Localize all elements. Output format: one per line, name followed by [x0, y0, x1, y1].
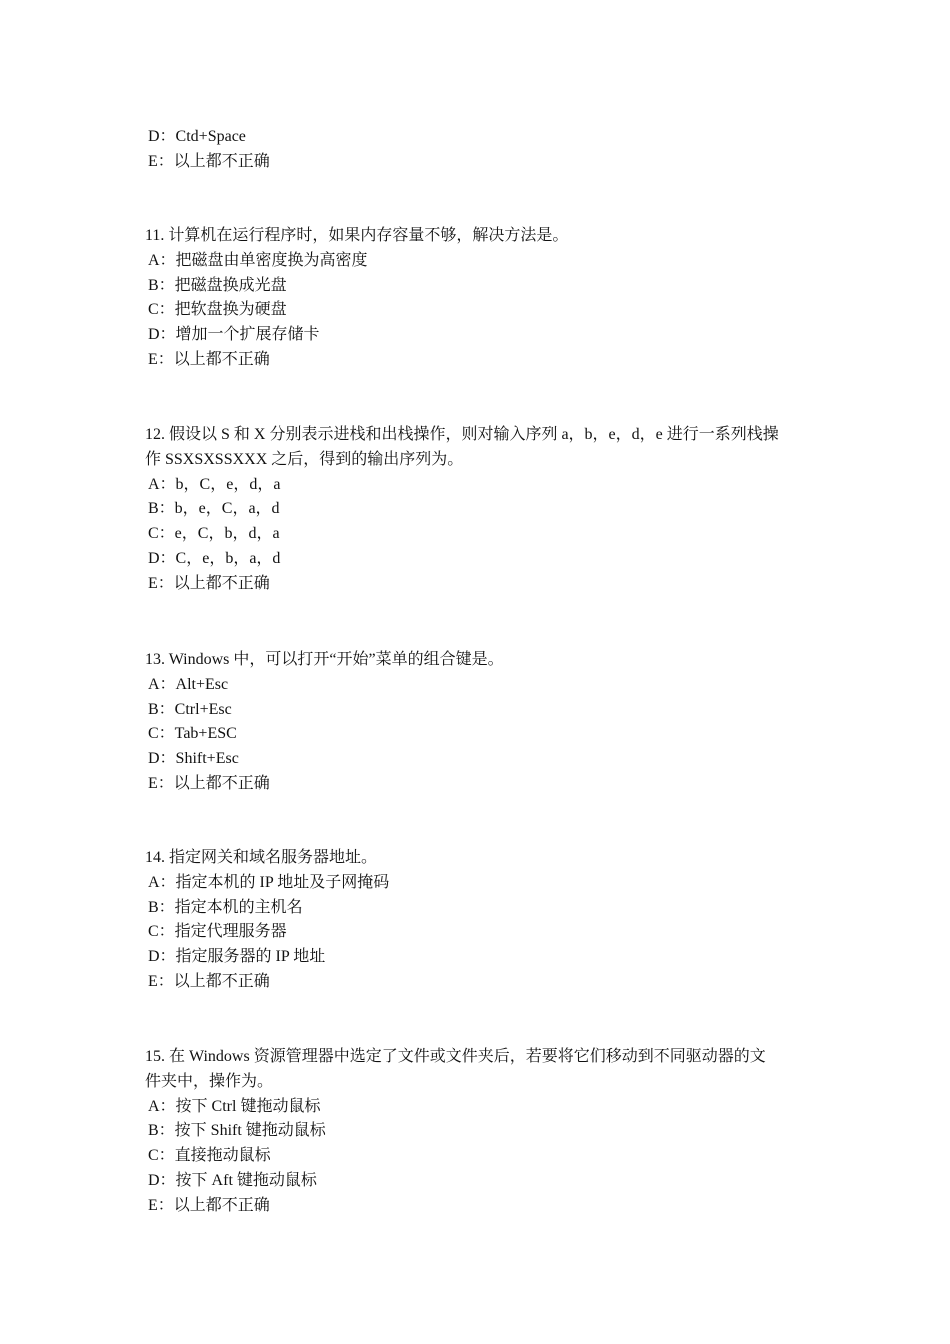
option-b: B：指定本机的主机名	[148, 898, 303, 916]
carryover-options	[145, 125, 810, 175]
question-text: 12. 假设以 S 和 X 分别表示进栈和出栈操作，则对输入序列 a，b，e，d，e 进行一系列栈操	[145, 426, 779, 443]
option-a: A：指定本机的 IP 地址及子网掩码	[148, 873, 390, 891]
option-d: D：Shift+Esc	[148, 750, 239, 768]
question-text: 13. Windows 中，可以打开“开始”菜单的组合键是。	[145, 651, 504, 668]
option-c: C：直接拖动鼠标	[148, 1147, 271, 1165]
option-d: D：Ctd+Space	[148, 128, 246, 145]
option-e: E：以上都不正确	[148, 152, 270, 170]
option-d: D：按下 Aft 键拖动鼠标	[148, 1171, 317, 1189]
option-e: E：以上都不正确	[148, 774, 270, 792]
question-12	[145, 423, 810, 597]
option-e: E：以上都不正确	[148, 574, 270, 592]
question-13	[145, 648, 810, 797]
option-b: B：按下 Shift 键拖动鼠标	[148, 1122, 326, 1140]
option-e: E：以上都不正确	[148, 350, 270, 368]
option-a: A：Alt+Esc	[148, 675, 229, 693]
option-b: B：把磁盘换成光盘	[148, 276, 287, 294]
option-c: C：指定代理服务器	[148, 923, 287, 941]
option-d: D：指定服务器的 IP 地址	[148, 948, 326, 966]
question-14	[145, 846, 810, 995]
option-d: D：增加一个扩展存储卡	[148, 326, 320, 344]
option-e: E：以上都不正确	[148, 1196, 270, 1214]
option-a: A：b，C，e，d，a	[148, 475, 281, 493]
question-15	[145, 1045, 810, 1219]
question-11	[145, 224, 810, 373]
option-b: B：Ctrl+Esc	[148, 700, 232, 718]
option-c: C：e，C，b，d，a	[148, 525, 280, 543]
question-text: 11. 计算机在运行程序时，如果内存容量不够，解决方法是。	[145, 227, 569, 244]
option-c: C：把软盘换为硬盘	[148, 301, 287, 319]
option-c: C：Tab+ESC	[148, 725, 237, 743]
question-text: 14. 指定网关和域名服务器地址。	[145, 849, 378, 866]
question-text: 15. 在 Windows 资源管理器中选定了文件或文件夹后，若要将它们移动到不同驱动器的文	[145, 1048, 766, 1065]
question-text-continued: 作 SSXSXSSXXX 之后，得到的输出序列为。	[145, 450, 464, 468]
question-text-continued: 件夹中，操作为。	[145, 1072, 274, 1090]
option-b: B：b，e，C，a，d	[148, 500, 280, 518]
option-d: D：C，e，b，a，d	[148, 549, 281, 567]
option-e: E：以上都不正确	[148, 972, 270, 990]
option-a: A：按下 Ctrl 键拖动鼠标	[148, 1097, 321, 1115]
option-a: A：把磁盘由单密度换为高密度	[148, 251, 368, 269]
